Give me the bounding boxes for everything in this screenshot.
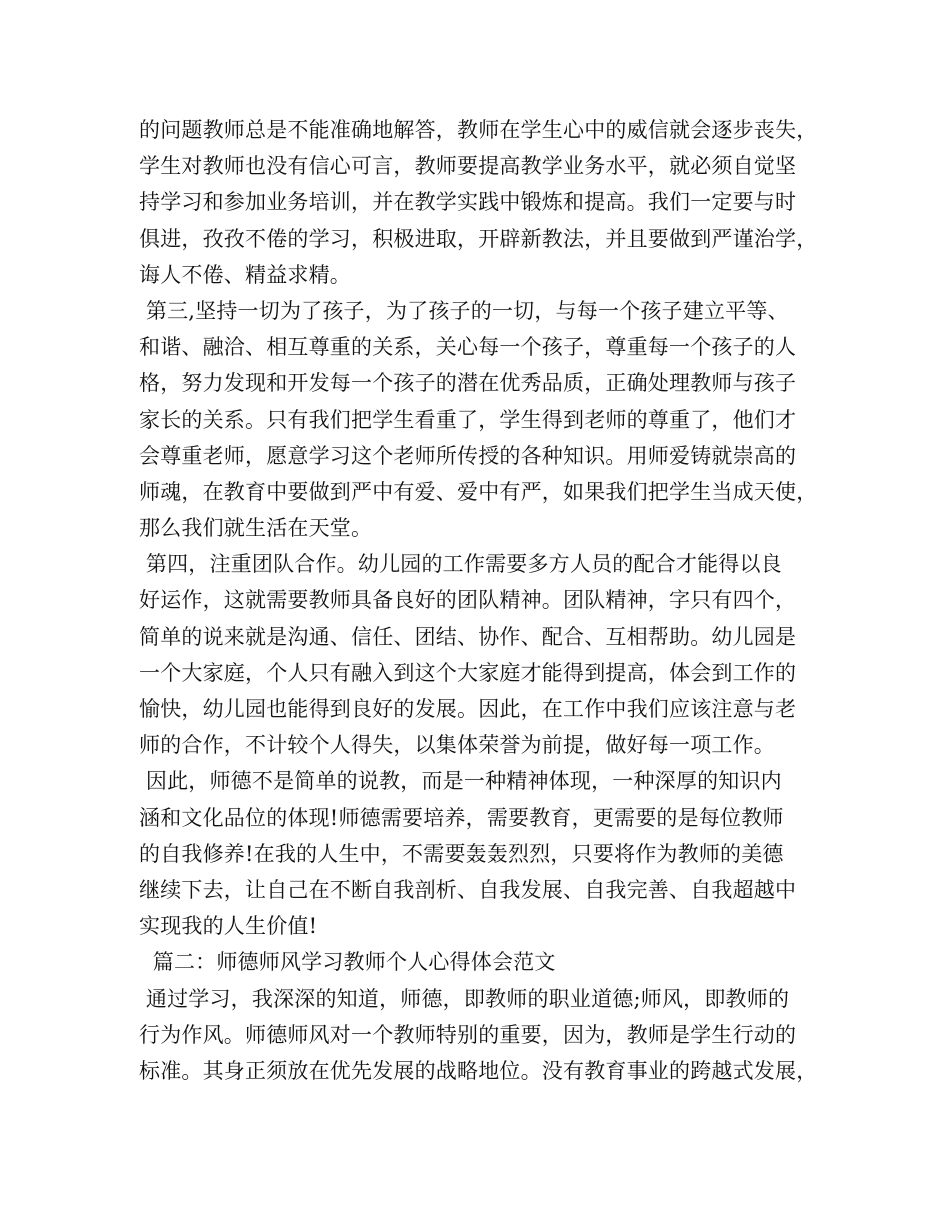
text-line: 第四，注重团队合作。幼儿园的工作需要多方人员的配合才能得以良 [139,552,782,577]
text-line: 家长的关系。只有我们把学生看重了，学生得到老师的尊重了，他们才 [139,407,797,432]
text-line: 格，努力发现和开发每一个孩子的潜在优秀品质，正确处理教师与孩子 [139,371,797,396]
text-line: 好运作，这就需要教师具备良好的团队精神。团队精神，字只有四个， [139,588,797,613]
text-line: 师的合作，不计较个人得失，以集体荣誉为前提，做好每一项工作。 [139,733,775,758]
text-line: 的自我修养!在我的人生中，不需要轰轰烈烈，只要将作为教师的美德 [139,841,784,866]
text-line: 诲人不倦、精益求精。 [139,262,351,287]
text-line: 一个大家庭，个人只有融入到这个大家庭才能得到提高，体会到工作的 [139,660,797,685]
text-line: 涵和文化品位的体现!师德需要培养，需要教育，更需要的是每位教师 [139,805,784,830]
text-line: 通过学习，我深深的知道，师德，即教师的职业道德;师风，即教师的 [139,986,790,1011]
text-line: 行为作风。师德师风对一个教师特别的重要，因为，教师是学生行动的 [139,1022,797,1047]
text-line: 师魂，在教育中要做到严中有爱、爱中有严，如果我们把学生当成天使， [139,479,818,504]
text-line: 会尊重老师，愿意学习这个老师所传授的各种知识。用师爱铸就崇高的 [139,443,797,468]
text-line: 的问题教师总是不能准确地解答，教师在学生心中的威信就会逐步丧失， [139,118,818,142]
text-line: 俱进，孜孜不倦的学习，积极进取，开辟新教法，并且要做到严谨治学， [139,226,818,251]
text-line: 实现我的人生价值! [139,914,318,939]
text-line: 学生对教师也没有信心可言，教师要提高教学业务水平，就必须自觉坚 [139,154,797,179]
text-line: 标准。其身正须放在优先发展的战略地位。没有教育事业的跨越式发展， [139,1058,818,1083]
text-line: 愉快，幼儿园也能得到良好的发展。因此，在工作中我们应该注意与老 [139,697,797,721]
text-line: 持学习和参加业务培训，并在教学实践中锻炼和提高。我们一定要与时 [139,190,797,215]
text-line: 因此，师德不是简单的说教，而是一种精神体现，一种深厚的知识内 [139,769,782,794]
text-line: 第三,坚持一切为了孩子，为了孩子的一切，与每一个孩子建立平等、 [139,298,789,323]
text-line: 那么我们就生活在天堂。 [139,516,373,541]
text-line: 和谐、融洽、相互尊重的关系，关心每一个孩子，尊重每一个孩子的人 [139,335,797,360]
text-line: 篇二：师德师风学习教师个人心得体会范文 [139,950,556,975]
text-line: 简单的说来就是沟通、信任、团结、协作、配合、互相帮助。幼儿园是 [139,624,797,649]
document-body-text [139,112,829,1089]
text-line: 继续下去，让自己在不断自我剖析、自我发展、自我完善、自我超越中 [139,877,797,902]
